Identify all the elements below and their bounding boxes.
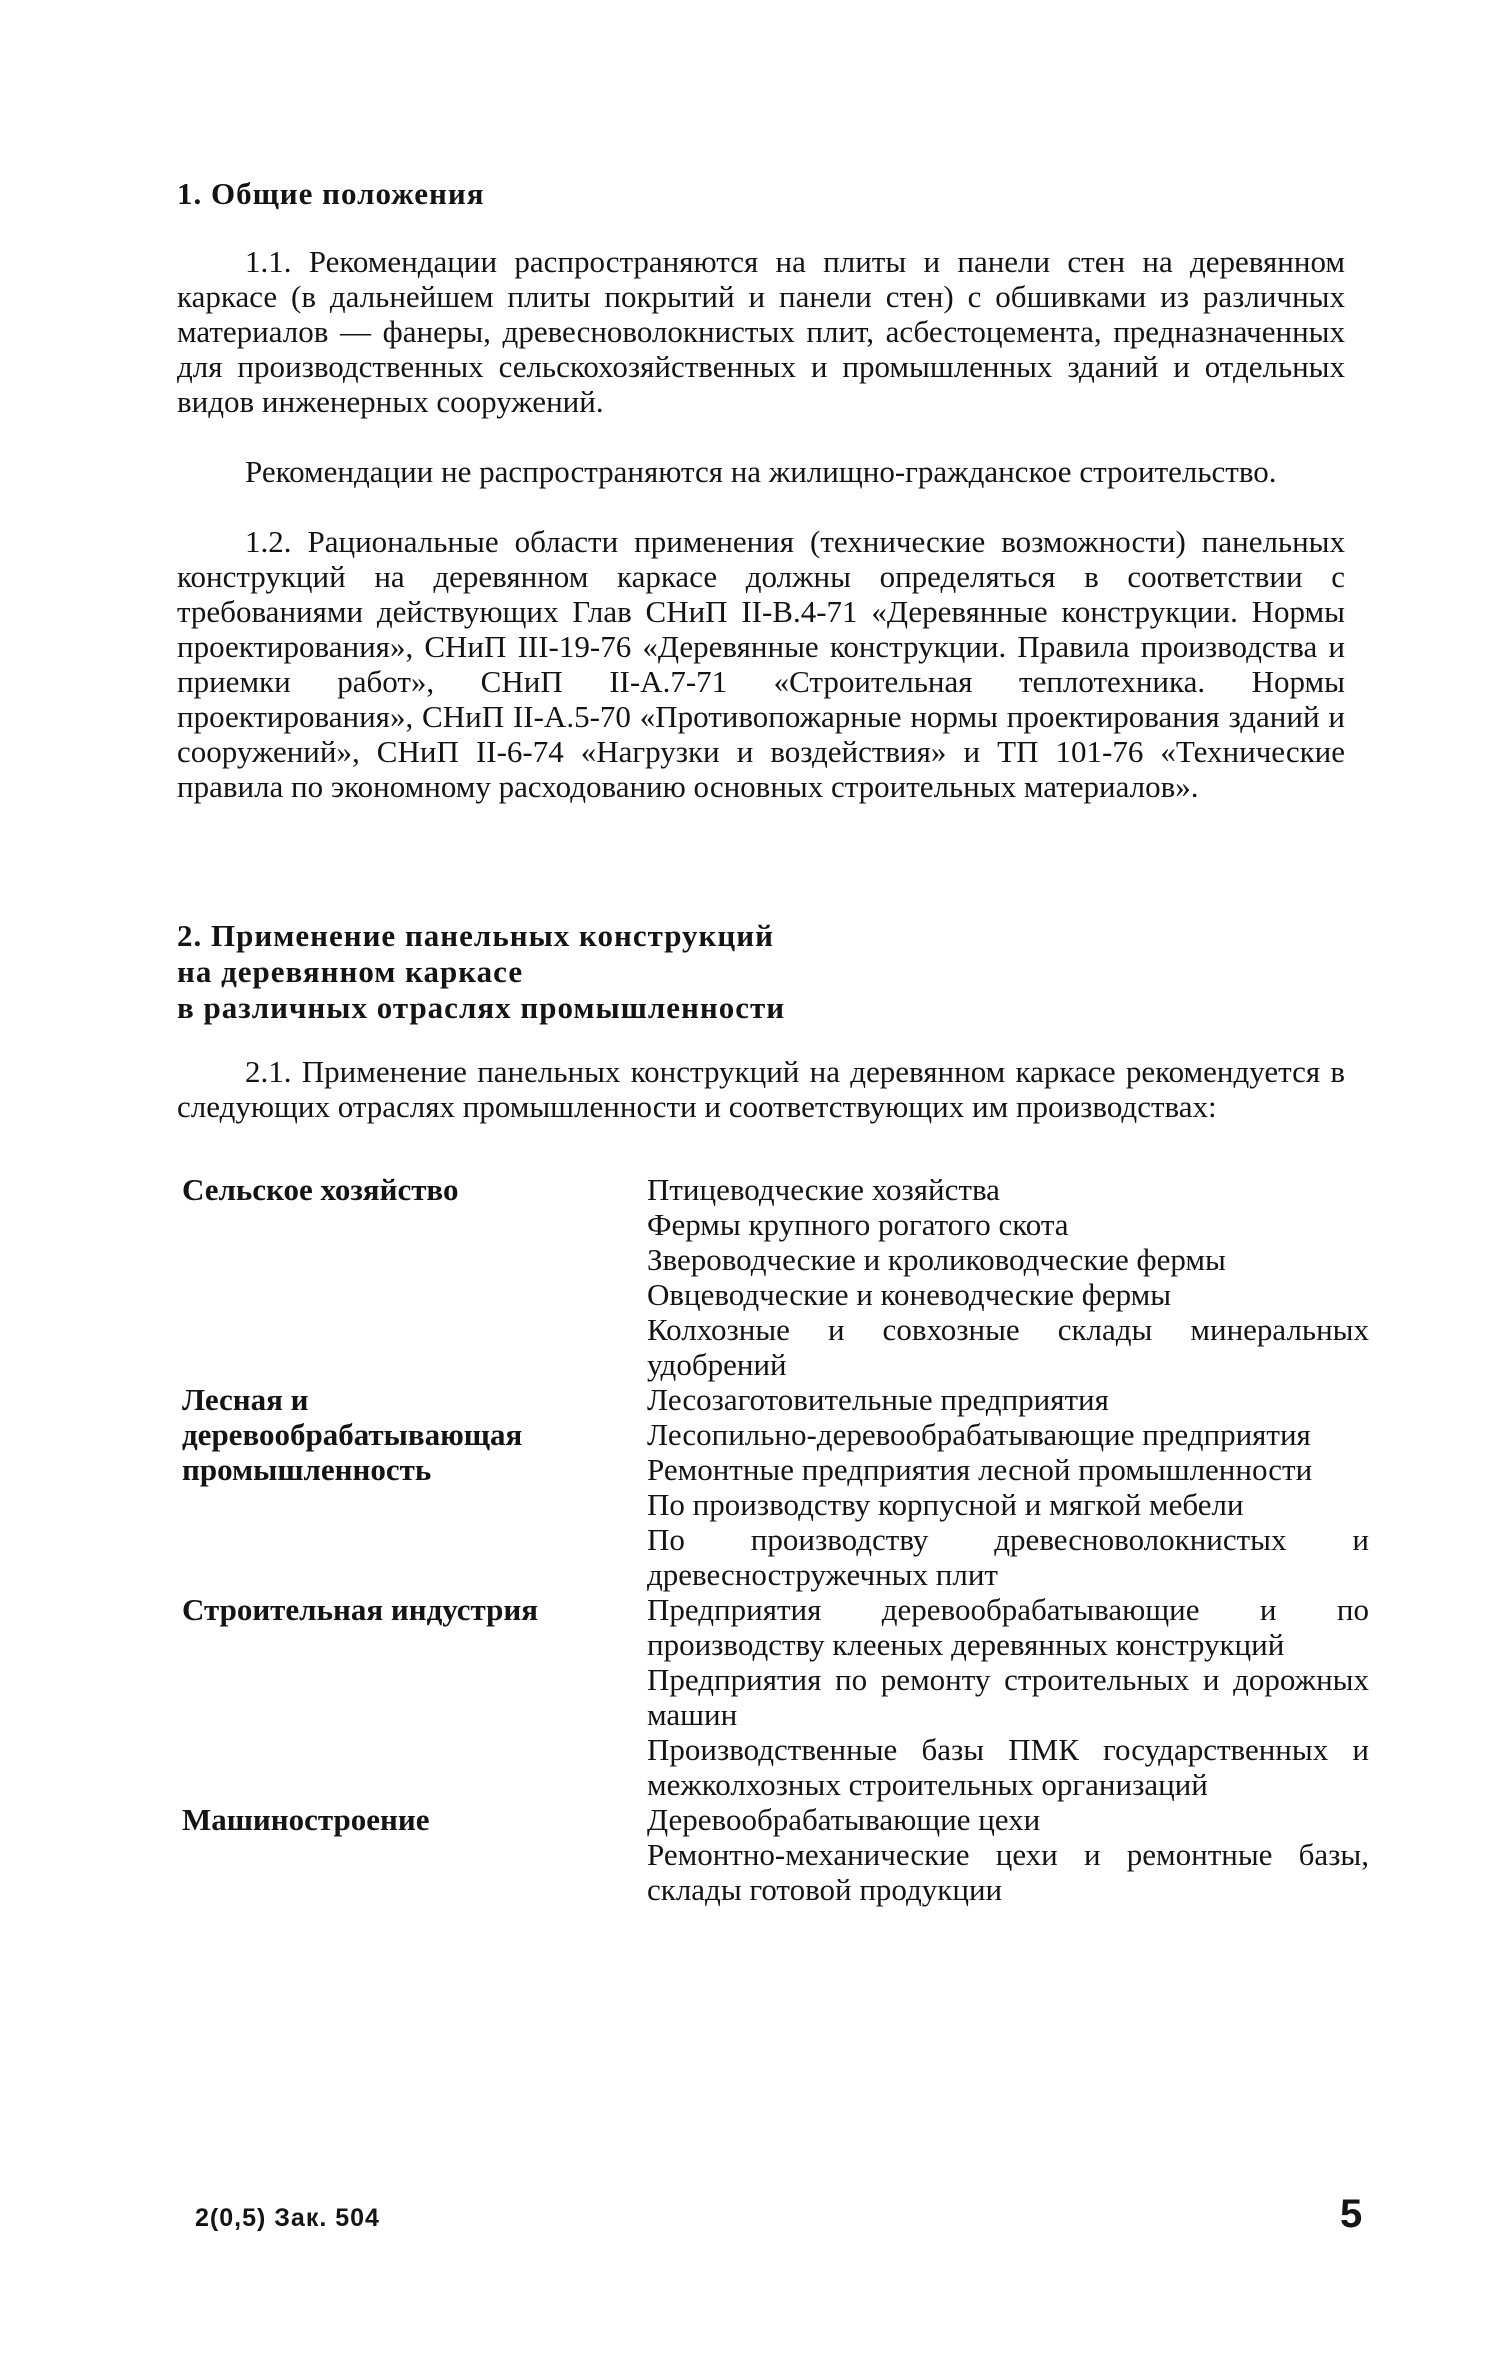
production-item: По производству древесноволокнистых и древесностружечных плит <box>647 1522 1369 1592</box>
page-number: 5 <box>1340 2192 1363 2236</box>
production-item: Звероводческие и кролиководческие фермы <box>647 1242 1226 1277</box>
section-2-heading-line: в различных отраслях промышленности <box>177 990 786 1025</box>
industry-items <box>647 1382 1369 1592</box>
production-item: Птицеводческие хозяйства <box>647 1172 1000 1207</box>
section-2-heading-line: 2. Применение панельных конструкций <box>177 918 774 953</box>
production-item: Ремонтные предприятия лесной промышленности <box>647 1452 1313 1487</box>
industry-items <box>647 1592 1369 1802</box>
industry-group <box>177 1802 1369 1907</box>
industry-items <box>647 1172 1369 1382</box>
industry-name: Строительная индустрия <box>182 1592 539 1627</box>
industry-name: Сельское хозяйство <box>182 1172 459 1207</box>
print-order-note: 2(0,5) Зак. 504 <box>195 2204 380 2232</box>
industry-group <box>177 1382 1369 1592</box>
industry-name: Машиностроение <box>182 1802 430 1837</box>
production-item: По производству корпусной и мягкой мебели <box>647 1487 1244 1522</box>
production-item: Деревообрабатывающие цехи <box>647 1802 1041 1837</box>
production-item: Ремонтно-механические цехи и ремонтные базы, склады готовой продукции <box>647 1837 1369 1907</box>
industry-items <box>647 1802 1369 1907</box>
production-item: Предприятия деревообрабатывающие и по производству клееных деревянных конструкций <box>647 1592 1369 1662</box>
production-item: Предприятия по ремонту строительных и дорожных машин <box>647 1662 1369 1732</box>
production-item: Колхозные и совхозные склады минеральных удобрений <box>647 1312 1369 1382</box>
paragraph-1-1: 1.1. Рекомендации распространяются на плиты и панели стен на деревянном каркасе (в дальнейшем плиты покрытий и панели стен) с обшивками из различных материалов — фанеры, древесноволокнистых плит, асбестоцемента, предназначенных для производственных сельскохозяйственных и промышленных зданий и отдельных видов инженерных сооружений. <box>177 244 1345 419</box>
paragraph-1-2: 1.2. Рациональные области применения (технические возможности) панельных конструкций на деревянном каркасе должны определяться в соответствии с требованиями действующих Глав СНиП II-В.4-71 «Деревянные конструкции. Нормы проектирования», СНиП III-19-76 «Деревянные конструкции. Правила производства и приемки работ», СНиП II-А.7-71 «Строительная теплотехника. Нормы проектирования», СНиП II-А.5-70 «Противопожарные нормы проектирования зданий и сооружений», СНиП II-6-74 «Нагрузки и воздействия» и ТП 101-76 «Технические правила по экономному расходованию основных строительных материалов». <box>177 524 1345 804</box>
section-2-heading-line: на деревянном каркасе <box>177 954 524 989</box>
section-1-heading: 1. Общие положения <box>177 176 485 211</box>
section-2-heading <box>177 918 785 1026</box>
production-item: Производственные базы ПМК государственных и межколхозных строительных организаций <box>647 1732 1369 1802</box>
industry-table <box>177 1172 1369 1907</box>
paragraph-1-1-note: Рекомендации не распространяются на жилищно-гражданское строительство. <box>245 454 1277 489</box>
production-item: Фермы крупного рогатого скота <box>647 1207 1069 1242</box>
paragraph-2-1: 2.1. Применение панельных конструкций на деревянном каркасе рекомендуется в следующих отраслях промышленности и соответствующих им производствах: <box>177 1054 1345 1124</box>
production-item: Лесозаготовительные предприятия <box>647 1382 1109 1417</box>
production-item: Лесопильно-деревообрабатывающие предприятия <box>647 1417 1311 1452</box>
industry-group <box>177 1172 1369 1382</box>
production-item: Овцеводческие и коневодческие фермы <box>647 1277 1172 1312</box>
industry-group <box>177 1592 1369 1802</box>
industry-name: Лесная и деревообрабатывающая промышленность <box>182 1382 523 1487</box>
